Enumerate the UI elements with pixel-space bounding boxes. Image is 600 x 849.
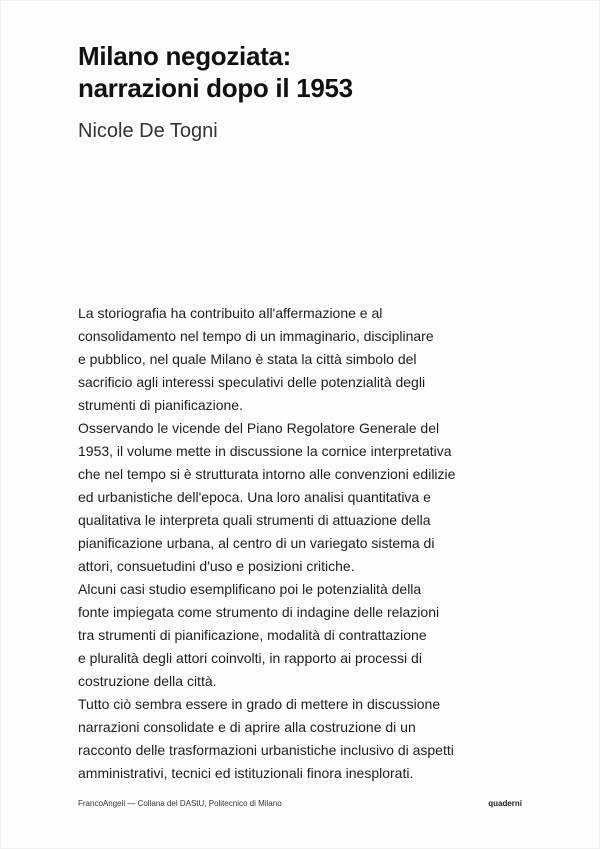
abstract-line: pianificazione urbana, al centro di un variegato sistema di [78, 535, 435, 551]
abstract-line: racconto delle trasformazioni urbanistiche inclusivo di aspetti [78, 742, 454, 758]
abstract-line: fonte impiegata come strumento di indagine delle relazioni [78, 604, 440, 620]
book-title [78, 40, 538, 104]
abstract-line: e pubblico, nel quale Milano è stata la città simbolo del [78, 351, 417, 367]
abstract-line: Alcuni casi studio esemplificano poi le potenzialità della [78, 581, 422, 597]
abstract-line: amministrativi, tecnici ed istituzionali finora inesplorati. [78, 765, 414, 781]
abstract-line: sacrificio agli interessi speculativi delle potenzialità degli [78, 374, 426, 390]
abstract-line: che nel tempo si è strutturata intorno alle convenzioni edilizie [78, 466, 456, 482]
book-title-line-1: Milano negoziata: [78, 41, 292, 71]
abstract-line: attori, consuetudini d'uso e posizioni critiche. [78, 558, 355, 574]
abstract-line: Osservando le vicende del Piano Regolatore Generale del [78, 420, 440, 436]
abstract-line: 1953, il volume mette in discussione la cornice interpretativa [78, 443, 452, 459]
abstract-line: consolidamento nel tempo di un immaginario, disciplinare [78, 328, 434, 344]
abstract-line: La storiografia ha contribuito all'affermazione e al [78, 305, 383, 321]
book-author: Nicole De Togni [78, 120, 218, 142]
publisher-credit: FrancoAngeli — Collana del DAStU, Politecnico di Milano [78, 799, 282, 808]
book-abstract [78, 302, 538, 785]
abstract-line: qualitativa le interpreta quali strumenti di attuazione della [78, 512, 431, 528]
abstract-line: strumenti di pianificazione. [78, 397, 243, 413]
abstract-line: Tutto ciò sembra essere in grado di mettere in discussione [78, 696, 441, 712]
abstract-line: tra strumenti di pianificazione, modalità di contrattazione [78, 627, 427, 643]
abstract-line: e pluralità degli attori coinvolti, in rapporto ai processi di [78, 650, 422, 666]
abstract-line: costruzione della città. [78, 673, 217, 689]
series-name: quaderni [488, 799, 522, 808]
abstract-line: narrazioni consolidate e di aprire alla costruzione di un [78, 719, 416, 735]
abstract-line: ed urbanistiche dell'epoca. Una loro analisi quantitativa e [78, 489, 431, 505]
book-title-line-2: narrazioni dopo il 1953 [78, 73, 353, 103]
